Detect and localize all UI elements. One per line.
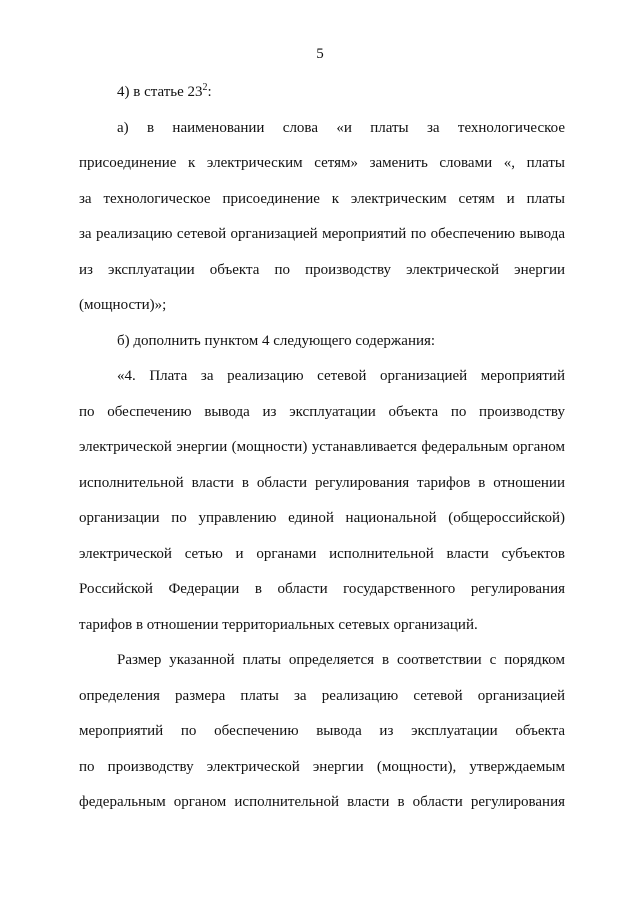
point-4-line-5: организации по управлению единой национальной (общероссийской) [79, 510, 565, 526]
size-paragraph-line-1: Размер указанной платы определяется в соответствии с порядком [117, 652, 565, 668]
item-4-heading [79, 75, 565, 111]
page-number: 5 [316, 46, 324, 62]
subitem-a-line-2: присоединение к электрическим сетям» заменить словами «, платы [79, 155, 565, 171]
size-paragraph-line-5: федеральным органом исполнительной власти в области регулирования [79, 794, 565, 810]
subitem-b-line-1: б) дополнить пунктом 4 следующего содержания: [117, 332, 436, 349]
subitem-a-line-1: а) в наименовании слова «и платы за технологическое [117, 119, 565, 136]
subitem-a-line-5: из эксплуатации объекта по производству электрической энергии [79, 261, 565, 278]
subitem-a-line-4: за реализацию сетевой организацией мероприятий по обеспечению вывода [79, 226, 565, 242]
item-4-colon: : [207, 84, 212, 100]
item-4-text: 4) в статье 23 [117, 84, 203, 100]
subitem-a-line-3: за технологическое присоединение к электрическим сетям и платы [79, 190, 565, 207]
point-4-line-3: электрической энергии (мощности) устанавливается федеральным органом [79, 439, 565, 455]
point-4-line-7: Российской Федерации в области государственного регулирования [79, 581, 565, 597]
point-4-line-4: исполнительной власти в области регулирования тарифов в отношении [79, 474, 565, 491]
point-4-line-1: «4. Плата за реализацию сетевой организацией мероприятий [117, 368, 565, 384]
point-4-line-8: тарифов в отношении территориальных сетевых организаций. [79, 616, 478, 633]
size-paragraph-line-2: определения размера платы за реализацию сетевой организацией [79, 687, 565, 704]
point-4-line-6: электрической сетью и органами исполнительной власти субъектов [79, 545, 565, 562]
size-paragraph-line-4: по производству электрической энергии (мощности), утверждаемым [79, 758, 565, 775]
article-superscript: 2 [202, 82, 208, 93]
size-paragraph-line-3: мероприятий по обеспечению вывода из эксплуатации объекта [79, 723, 565, 739]
document-body [79, 75, 565, 821]
subitem-a-line-6: (мощности)»; [79, 297, 167, 313]
point-4-line-2: по обеспечению вывода из эксплуатации объекта по производству [79, 403, 565, 420]
